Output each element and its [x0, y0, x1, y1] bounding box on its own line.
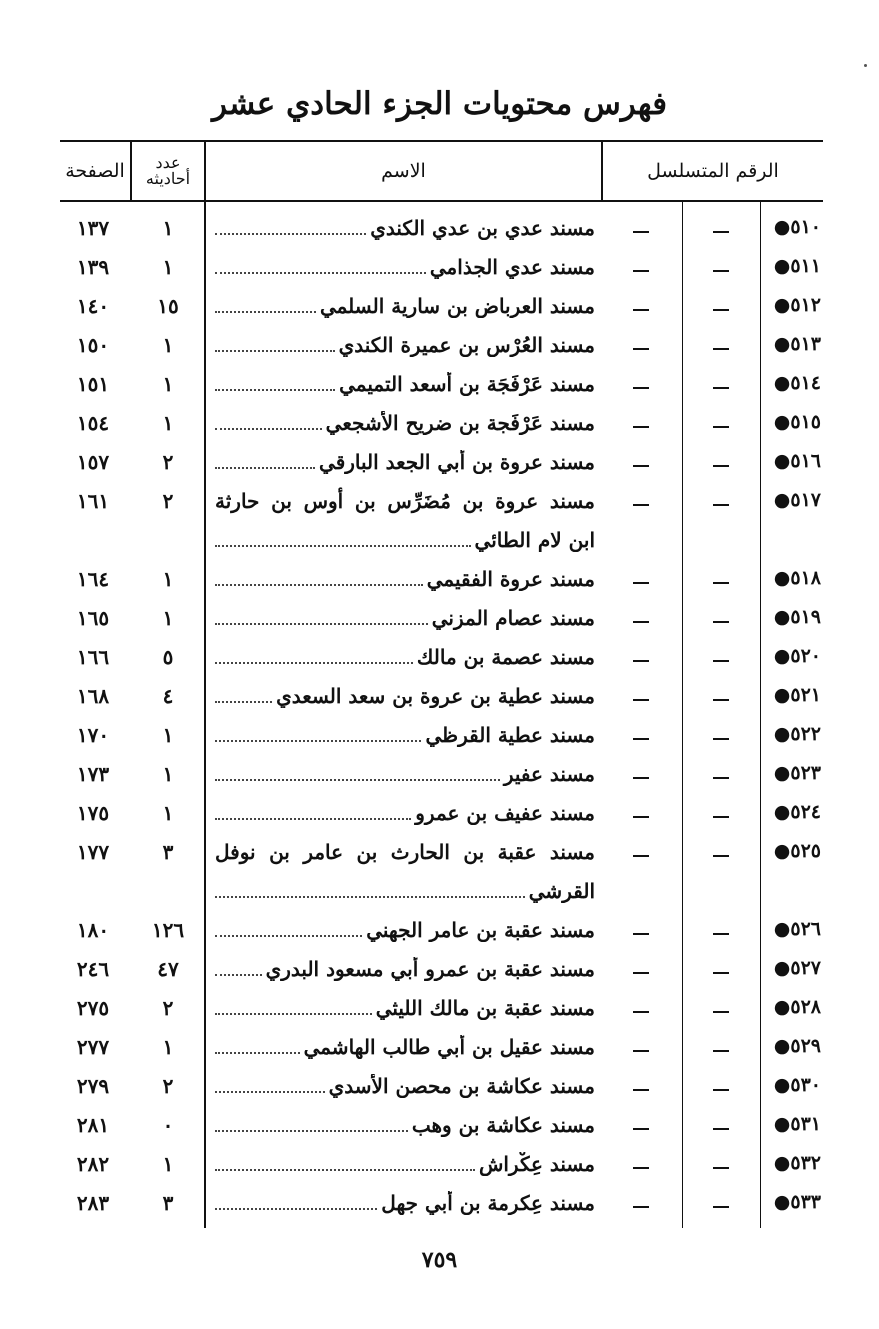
serial-sub-dash-1	[713, 309, 729, 311]
entry-name: مسند عطية بن عروة بن سعد السعدي	[276, 684, 595, 708]
hadith-count: ١	[162, 762, 174, 786]
serial-sub-dash-1	[713, 738, 729, 740]
serial-number: ٥٣٠●	[773, 1074, 821, 1096]
serial-sub-dash-1	[713, 1128, 729, 1130]
dot-leader	[215, 974, 262, 976]
dot-leader	[215, 740, 421, 742]
entry-name-cell	[215, 996, 595, 1020]
page-number-ref: ١٥٠	[76, 333, 110, 357]
serial-sub-dash-2	[633, 1089, 649, 1091]
serial-sub-dash-2	[633, 231, 649, 233]
dot-leader	[215, 1208, 377, 1210]
entry-name: مسند العُرْس بن عميرة الكندي	[338, 333, 595, 357]
page-number-ref: ١٦٨	[76, 684, 110, 708]
serial-sub-dash-2	[633, 1128, 649, 1130]
serial-number: ٥٢٤●	[773, 801, 821, 823]
entry-name-cell	[215, 1035, 595, 1059]
entry-name-continuation	[215, 879, 595, 903]
entry-name: مسند عروة بن مُضَرِّس بن أوس بن حارثة	[215, 489, 595, 513]
dot-leader	[215, 1169, 475, 1171]
page-number-ref: ١٣٩	[76, 255, 110, 279]
page-number-ref: ٢٨٢	[76, 1152, 110, 1176]
dot-leader	[215, 1091, 325, 1093]
entry-name-cell	[215, 216, 595, 240]
page-number-ref: ١٧٠	[76, 723, 110, 747]
serial-number: ٥١٩●	[773, 606, 821, 628]
serial-sub-dash-2	[633, 777, 649, 779]
page-number-ref: ١٦٦	[76, 645, 110, 669]
entry-name: مسند عفير	[503, 762, 595, 786]
entry-name: مسند عقبة بن الحارث بن عامر بن نوفل	[215, 840, 596, 864]
serial-sub-dash-1	[713, 387, 729, 389]
entry-name: مسند عكاشة بن وهب	[411, 1113, 595, 1137]
serial-sub-dash-2	[633, 933, 649, 935]
entry-name: مسند عصمة بن مالك	[416, 645, 595, 669]
serial-sub-dash-1	[713, 660, 729, 662]
dot-leader	[215, 623, 428, 625]
serial-sub-dash-2	[633, 738, 649, 740]
serial-number: ٥٢٨●	[773, 996, 821, 1018]
serial-sub-dash-2	[633, 1050, 649, 1052]
page-number-ref: ١٧٧	[76, 840, 110, 864]
entry-name-cell	[215, 1074, 595, 1098]
entry-name-cell	[215, 372, 595, 396]
page-number-ref: ١٦٤	[76, 567, 110, 591]
entry-name-cell	[215, 684, 595, 708]
entry-name-cell	[215, 645, 595, 669]
serial-number: ٥٢٩●	[773, 1035, 821, 1057]
entry-name-cell	[215, 723, 595, 747]
entry-name-cell	[215, 918, 595, 942]
serial-sub-dash-2	[633, 1206, 649, 1208]
serial-number: ٥١٥●	[773, 411, 821, 433]
page-number-ref: ٢٨١	[76, 1113, 110, 1137]
dot-leader	[215, 935, 362, 937]
serial-sub-dash-1	[713, 972, 729, 974]
hadith-count: ٣	[162, 840, 174, 864]
header-page: الصفحة	[65, 160, 125, 182]
dot-leader	[215, 272, 426, 274]
entry-name: مسند عقيل بن أبي طالب الهاشمي	[303, 1035, 595, 1059]
page-number: ٧٥٩	[421, 1247, 458, 1273]
hadith-count: ٤٧	[157, 957, 179, 981]
dot-leader	[215, 545, 471, 547]
header-count-line1: عدد	[155, 153, 181, 172]
hadith-count: ٢	[162, 1074, 174, 1098]
serial-sub-dash-2	[633, 660, 649, 662]
serial-number: ٥١٤●	[773, 372, 821, 394]
serial-number: ٥٢٢●	[773, 723, 821, 745]
serial-number: ٥٢٠●	[773, 645, 821, 667]
serial-sub-dash-1	[713, 1089, 729, 1091]
dot-leader	[215, 818, 411, 820]
page-number-ref: ١٦١	[76, 489, 110, 513]
entry-name: مسند عصام المزني	[431, 606, 595, 630]
dot-leader	[215, 428, 322, 430]
hadith-count: ١	[162, 255, 174, 279]
entry-name-cell	[215, 1191, 595, 1215]
entry-name: مسند عقبة بن عامر الجهني	[366, 918, 595, 942]
hadith-count: ٢	[162, 489, 174, 513]
serial-number: ٥١٧●	[773, 489, 821, 511]
entry-name-cell	[215, 762, 595, 786]
entry-name: مسند عكاشة بن محصن الأسدي	[328, 1074, 595, 1098]
hadith-count: ٣	[162, 1191, 174, 1215]
entry-name-cell	[215, 294, 595, 318]
entry-name-line2: ابن لام الطائي	[474, 528, 595, 552]
header-name: الاسم	[381, 160, 426, 182]
dot-leader	[215, 662, 413, 664]
serial-sub-dash-2	[633, 699, 649, 701]
table-header-rule	[60, 200, 823, 202]
serial-sub-dash-2	[633, 309, 649, 311]
hadith-count: ٢	[162, 996, 174, 1020]
serial-sub-dash-2	[633, 582, 649, 584]
serial-number: ٥١٦●	[773, 450, 821, 472]
entry-name-cell	[215, 255, 595, 279]
hadith-count: ١	[162, 1152, 174, 1176]
serial-number: ٥١٠●	[773, 216, 821, 238]
hadith-count: ١٢٦	[151, 918, 185, 942]
entry-name-continuation	[215, 528, 595, 552]
entry-name: مسند عقبة بن مالك الليثي	[375, 996, 595, 1020]
serial-number: ٥٣٢●	[773, 1152, 821, 1174]
page-number-ref: ١٧٣	[76, 762, 110, 786]
serial-number: ٥٢١●	[773, 684, 821, 706]
serial-number: ٥٢٥●	[773, 840, 821, 862]
page-number-ref: ١٦٥	[76, 606, 110, 630]
serial-sub-dash-2	[633, 621, 649, 623]
serial-sub-dash-1	[713, 1167, 729, 1169]
serial-sub-dash-2	[633, 465, 649, 467]
serial-sub-dash-2	[633, 504, 649, 506]
margin-mark	[864, 64, 867, 67]
page-number-ref: ١٥٧	[76, 450, 110, 474]
serial-number: ٥٣٣●	[773, 1191, 821, 1213]
serial-sub-dash-2	[633, 1011, 649, 1013]
serial-sub-dash-1	[713, 504, 729, 506]
entry-name: مسند عِكرمة بن أبي جهل	[381, 1191, 595, 1215]
entry-name: مسند عَرْفَجة بن ضريح الأشجعي	[325, 411, 595, 435]
hadith-count: ١	[162, 567, 174, 591]
entry-name-cell	[215, 606, 595, 630]
serial-number: ٥١٢●	[773, 294, 821, 316]
serial-sub-dash-1	[713, 933, 729, 935]
entry-name-cell	[215, 567, 595, 591]
serial-sub-dash-1	[713, 699, 729, 701]
dot-leader	[215, 233, 366, 235]
entry-name: مسند العرباض بن سارية السلمي	[319, 294, 595, 318]
serial-sub-dash-1	[713, 270, 729, 272]
dot-leader	[215, 701, 272, 703]
serial-sub-dash-1	[713, 426, 729, 428]
serial-number: ٥١٨●	[773, 567, 821, 589]
hadith-count: ١	[162, 216, 174, 240]
serial-sub-dash-1	[713, 855, 729, 857]
entry-name-cell	[215, 333, 595, 357]
dot-leader	[215, 350, 335, 352]
serial-sub-dash-1	[713, 1206, 729, 1208]
hadith-count: ٢	[162, 450, 174, 474]
entry-name: مسند عقبة بن عمرو أبي مسعود البدري	[265, 957, 595, 981]
entry-name-cell	[215, 1152, 595, 1176]
hadith-count: ١	[162, 801, 174, 825]
page-number-ref: ٢٤٦	[76, 957, 110, 981]
hadith-count: ٥	[162, 645, 174, 669]
hadith-count: ٤	[162, 684, 174, 708]
entry-name-cell	[215, 957, 595, 981]
serial-sub-dash-2	[633, 972, 649, 974]
page-number-ref: ١٥٤	[76, 411, 110, 435]
serial-sub-dash-1	[713, 582, 729, 584]
entry-name-cell	[215, 411, 595, 435]
page-number-ref: ٢٧٥	[76, 996, 110, 1020]
entry-name: مسند عِكْراش	[478, 1152, 595, 1176]
serial-sub-dash-1	[713, 1050, 729, 1052]
page-number-ref: ١٣٧	[76, 216, 110, 240]
serial-number: ٥١٣●	[773, 333, 821, 355]
serial-sub-dash-2	[633, 387, 649, 389]
entry-name: مسند عطية القرظي	[425, 723, 595, 747]
hadith-count: ١	[162, 372, 174, 396]
hadith-count: ١	[162, 723, 174, 747]
page-number-ref: ١٧٥	[76, 801, 110, 825]
dot-leader	[215, 311, 316, 313]
page-number-ref: ٢٨٣	[76, 1191, 110, 1215]
column-divider-serial-2	[682, 200, 683, 1228]
dot-leader	[215, 389, 335, 391]
hadith-count: ١	[162, 333, 174, 357]
serial-sub-dash-1	[713, 231, 729, 233]
hadith-count: ١٥	[157, 294, 179, 318]
serial-sub-dash-2	[633, 855, 649, 857]
entry-name-line2: القرشي	[528, 879, 595, 903]
dot-leader	[215, 1052, 300, 1054]
serial-number: ٥١١●	[773, 255, 821, 277]
hadith-count: ١	[162, 1035, 174, 1059]
serial-sub-dash-2	[633, 426, 649, 428]
dot-leader	[215, 467, 315, 469]
entry-name: مسند عدي بن عدي الكندي	[370, 216, 595, 240]
entry-name: مسند عَرْفَجَة بن أسعد التميمي	[339, 372, 595, 396]
dot-leader	[215, 779, 500, 781]
page-title: فهرس محتويات الجزء الحادي عشر	[211, 86, 668, 122]
serial-number: ٥٣١●	[773, 1113, 821, 1135]
entry-name-cell	[215, 450, 595, 474]
dot-leader	[215, 1013, 372, 1015]
entry-name-cell	[215, 801, 595, 825]
serial-number: ٥٢٧●	[773, 957, 821, 979]
serial-number: ٥٢٦●	[773, 918, 821, 940]
serial-sub-dash-1	[713, 1011, 729, 1013]
page-number-ref: ١٤٠	[76, 294, 110, 318]
dot-leader	[215, 1130, 408, 1132]
header-count	[132, 142, 204, 200]
hadith-count: ١	[162, 606, 174, 630]
serial-sub-dash-2	[633, 348, 649, 350]
page-number-ref: ١٨٠	[76, 918, 110, 942]
entry-name-cell	[215, 1113, 595, 1137]
page-number-ref: ٢٧٩	[76, 1074, 110, 1098]
entry-name: مسند عفيف بن عمرو	[415, 801, 595, 825]
page-number-ref: ٢٧٧	[76, 1035, 110, 1059]
header-count-line2: أحاديثه	[145, 169, 191, 188]
serial-sub-dash-1	[713, 816, 729, 818]
serial-sub-dash-1	[713, 621, 729, 623]
entry-name: مسند عروة الفقيمي	[426, 567, 595, 591]
header-serial: الرقم المتسلسل	[647, 160, 779, 182]
page-number-ref: ١٥١	[76, 372, 110, 396]
hadith-count: ٠	[162, 1113, 174, 1137]
entry-name: مسند عدي الجذامي	[429, 255, 595, 279]
hadith-count: ١	[162, 411, 174, 435]
entry-name: مسند عروة بن أبي الجعد البارقي	[319, 450, 595, 474]
dot-leader	[215, 584, 423, 586]
serial-sub-dash-1	[713, 777, 729, 779]
serial-sub-dash-2	[633, 270, 649, 272]
serial-number: ٥٢٣●	[773, 762, 821, 784]
serial-sub-dash-1	[713, 465, 729, 467]
column-divider-count	[204, 141, 206, 1228]
serial-sub-dash-2	[633, 1167, 649, 1169]
serial-sub-dash-2	[633, 816, 649, 818]
dot-leader	[215, 896, 525, 898]
serial-sub-dash-1	[713, 348, 729, 350]
